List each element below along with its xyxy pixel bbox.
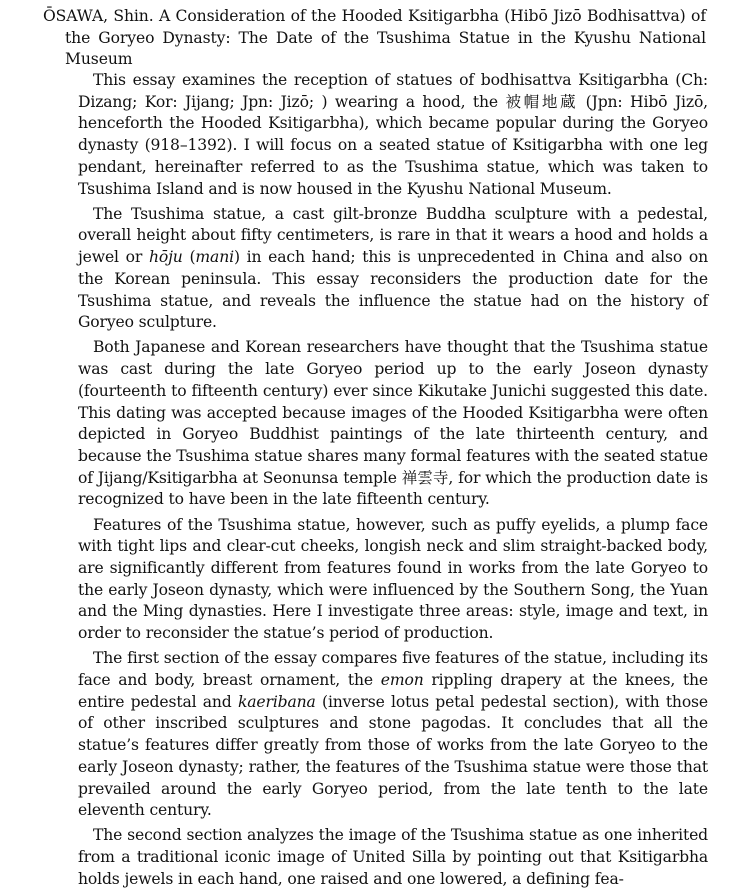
italic-term: kaeribana <box>237 692 316 711</box>
citation-heading: ŌSAWA, Shin. A Consideration of the Hooded Ksitigarbha (Hibō Jizō Bodhisattva) of the Goryeo Dynasty: The Date of the Tsushima Statue in the Kyushu National Museum <box>43 7 706 69</box>
italic-term: hōju <box>148 248 183 267</box>
abstract-paragraph-3: Both Japanese and Korean researchers have thought that the Tsushima statue was cast during the late Goryeo period up to the early Joseon dynasty (fourteenth to fifteenth century) ever since Kikutake Junichi suggested this date. This dating was accepted because images of the Hooded Ksitigarbha were often depicted in Goryeo Buddhist paintings of the late thirteenth century, and because the Tsushima statue shares many formal features with the seated statue of Jijang/Ksitigarbha at Seonunsa temple 禅雲寺, for which the production date is recognized to have been in the late fifteenth century. <box>78 338 708 509</box>
italic-term: emon <box>380 670 424 689</box>
abstract-paragraph-2: The Tsushima statue, a cast gilt-bronze Buddha sculpture with a pedestal, overall height about fifty centimeters, is rare in that it wears a hood and holds a jewel or hōju (mani) in each hand; this is unprecedented in China and also on the Korean peninsula. This essay reconsiders the production date for the Tsushima statue, and reveals the influence the statue had on the history of Goryeo sculpture. <box>78 204 708 332</box>
abstract-paragraph-4: Features of the Tsushima statue, however, such as puffy eyelids, a plump face with tight lips and clear-cut cheeks, longish neck and slim straight-backed body, are significantly different from features found in works from the late Goryeo to the early Joseon dynasty, which were influenced by the Southern Song, the Yuan and the Ming dynasties. Here I investigate three areas: style, image and text, in order to reconsider the statue’s period of production. <box>78 515 708 643</box>
abstract-paragraph-5: The first section of the essay compares five features of the statue, including its face and body, breast ornament, the emon rippling drapery at the knees, the entire pedestal and kaeribana (inverse lotus petal pedestal section), with those of other inscribed sculptures and stone pagodas. It concludes that all the statue’s features differ greatly from those of works from the late Goryeo to the early Joseon dynasty; rather, the features of the Tsushima statue were those that prevailed around the early Goryeo period, from the late tenth to the late eleventh century. <box>78 649 708 820</box>
abstract-body <box>78 70 708 894</box>
abstract-paragraph-1: This essay examines the reception of statues of bodhisattva Ksitigarbha (Ch: Dizang; Kor: Jijang; Jpn: Jizō; ) wearing a hood, the 被帽地蔵 (Jpn: Hibō Jizō, henceforth the Hooded Ksitigarbha), which became popular during the Goryeo dynasty (918–1392). I will focus on a seated statue of Ksitigarbha with one leg pendant, hereinafter referred to as the Tsushima statue, which was taken to Tsushima Island and is now housed in the Kyushu National Museum. <box>78 71 708 198</box>
abstract-paragraph-6: The second section analyzes the image of the Tsushima statue as one inherited from a traditional iconic image of United Silla by pointing out that Ksitigarbha holds jewels in each hand, one raised and one lowered, a defining fea- <box>78 826 708 888</box>
italic-term: mani <box>195 248 234 267</box>
